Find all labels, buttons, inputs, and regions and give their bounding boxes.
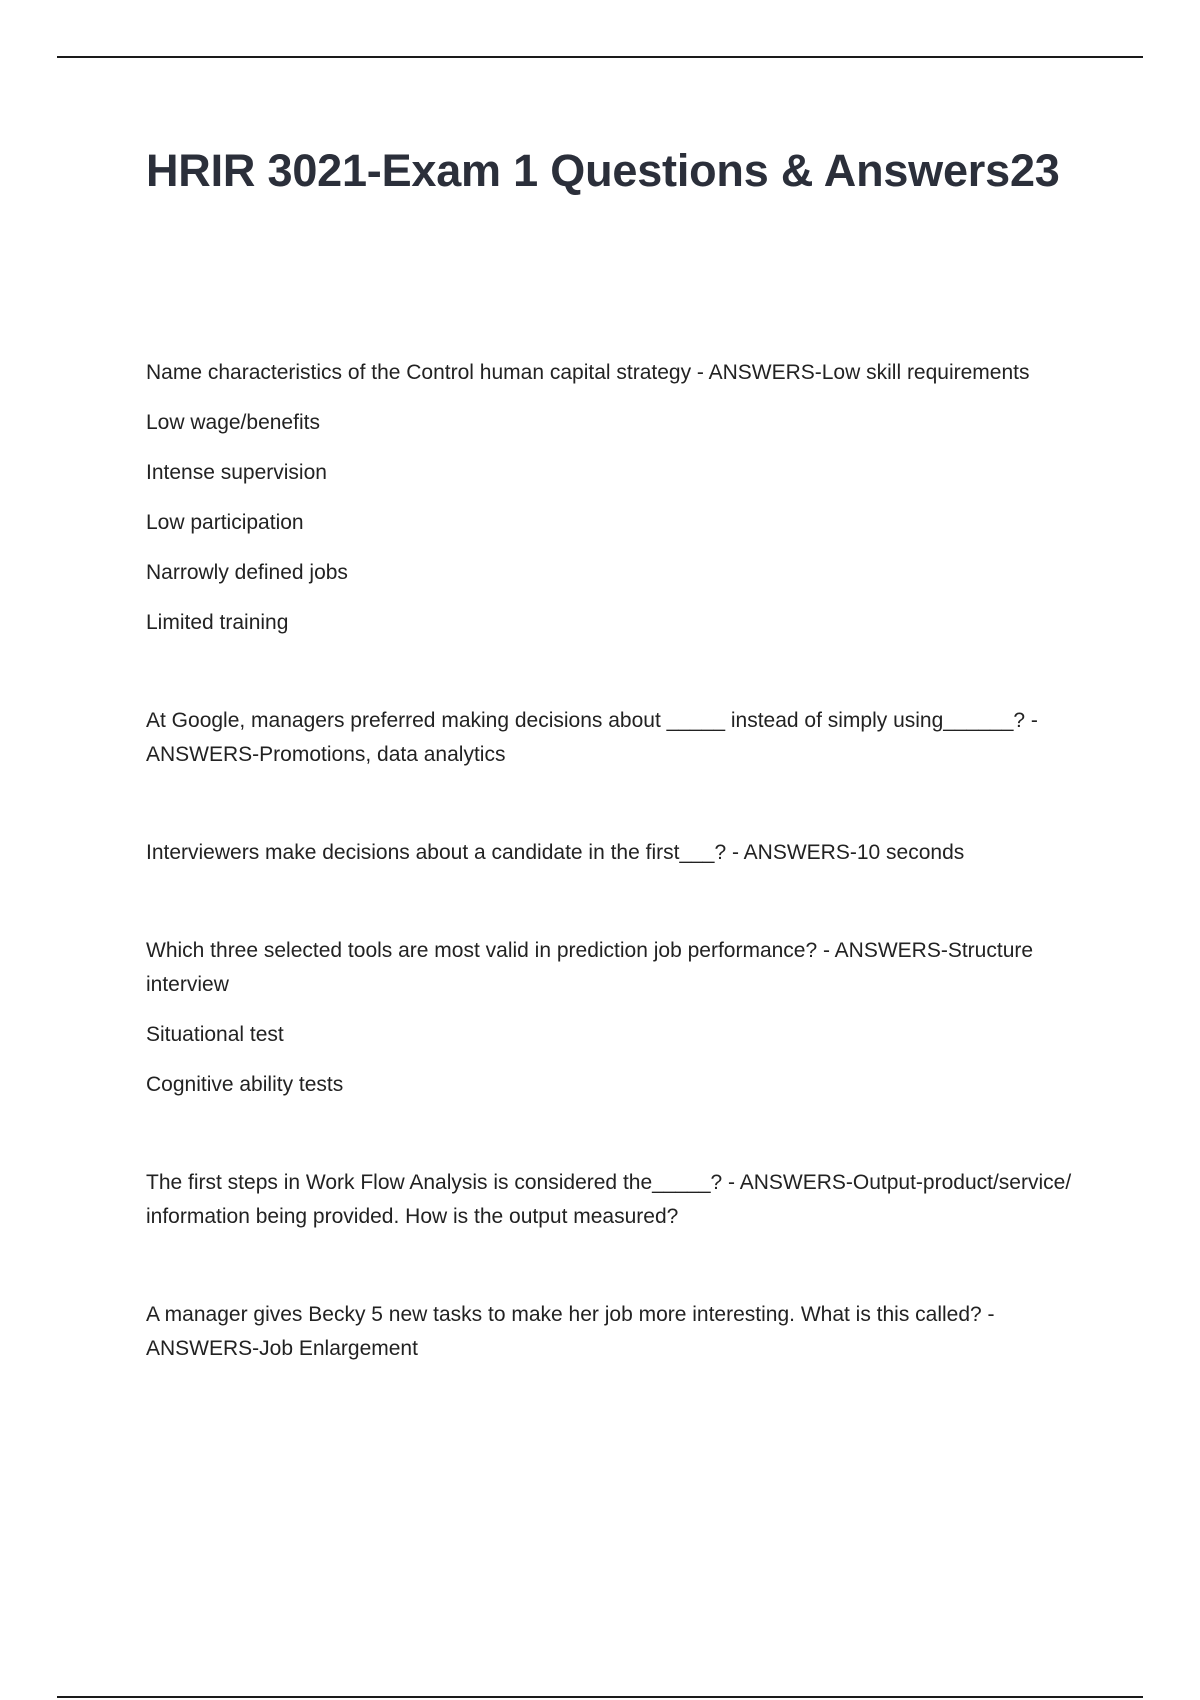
qa-question: A manager gives Becky 5 new tasks to make her job more interesting. What is this called? - ANSWERS-Job Enlargement <box>146 1303 995 1360</box>
qa-answer-line: Cognitive ability tests <box>146 1073 344 1096</box>
qa-item-3 <box>146 836 1086 870</box>
page-title: HRIR 3021-Exam 1 Questions & Answers23 <box>146 145 1060 196</box>
qa-item-2 <box>146 704 1086 772</box>
qa-question: Which three selected tools are most valid in prediction job performance? - ANSWERS-Structure interview <box>146 939 1034 996</box>
qa-answer-line: Limited training <box>146 611 289 634</box>
qa-answer-line: Low participation <box>146 511 304 534</box>
qa-question: The first steps in Work Flow Analysis is considered the_____? - ANSWERS-Output-product/service/ information being provided. How is the output measured? <box>146 1171 1072 1228</box>
qa-question: Interviewers make decisions about a candidate in the first___? - ANSWERS-10 seconds <box>146 841 965 864</box>
qa-answer-line: Low wage/benefits <box>146 411 320 434</box>
top-rule <box>57 56 1143 58</box>
qa-item-1 <box>146 356 1086 640</box>
bottom-rule <box>57 1696 1143 1698</box>
qa-item-6 <box>146 1298 1086 1366</box>
qa-question: At Google, managers preferred making decisions about _____ instead of simply using______? - ANSWERS-Promotions, data analytics <box>146 709 1038 766</box>
qa-answer-line: Narrowly defined jobs <box>146 561 348 584</box>
qa-answer-line: Situational test <box>146 1023 284 1046</box>
qa-question: Name characteristics of the Control human capital strategy - ANSWERS-Low skill requirements <box>146 361 1030 384</box>
qa-list <box>146 356 1086 1430</box>
qa-item-5 <box>146 1166 1086 1234</box>
qa-answer-line: Intense supervision <box>146 461 327 484</box>
qa-item-4 <box>146 934 1086 1102</box>
